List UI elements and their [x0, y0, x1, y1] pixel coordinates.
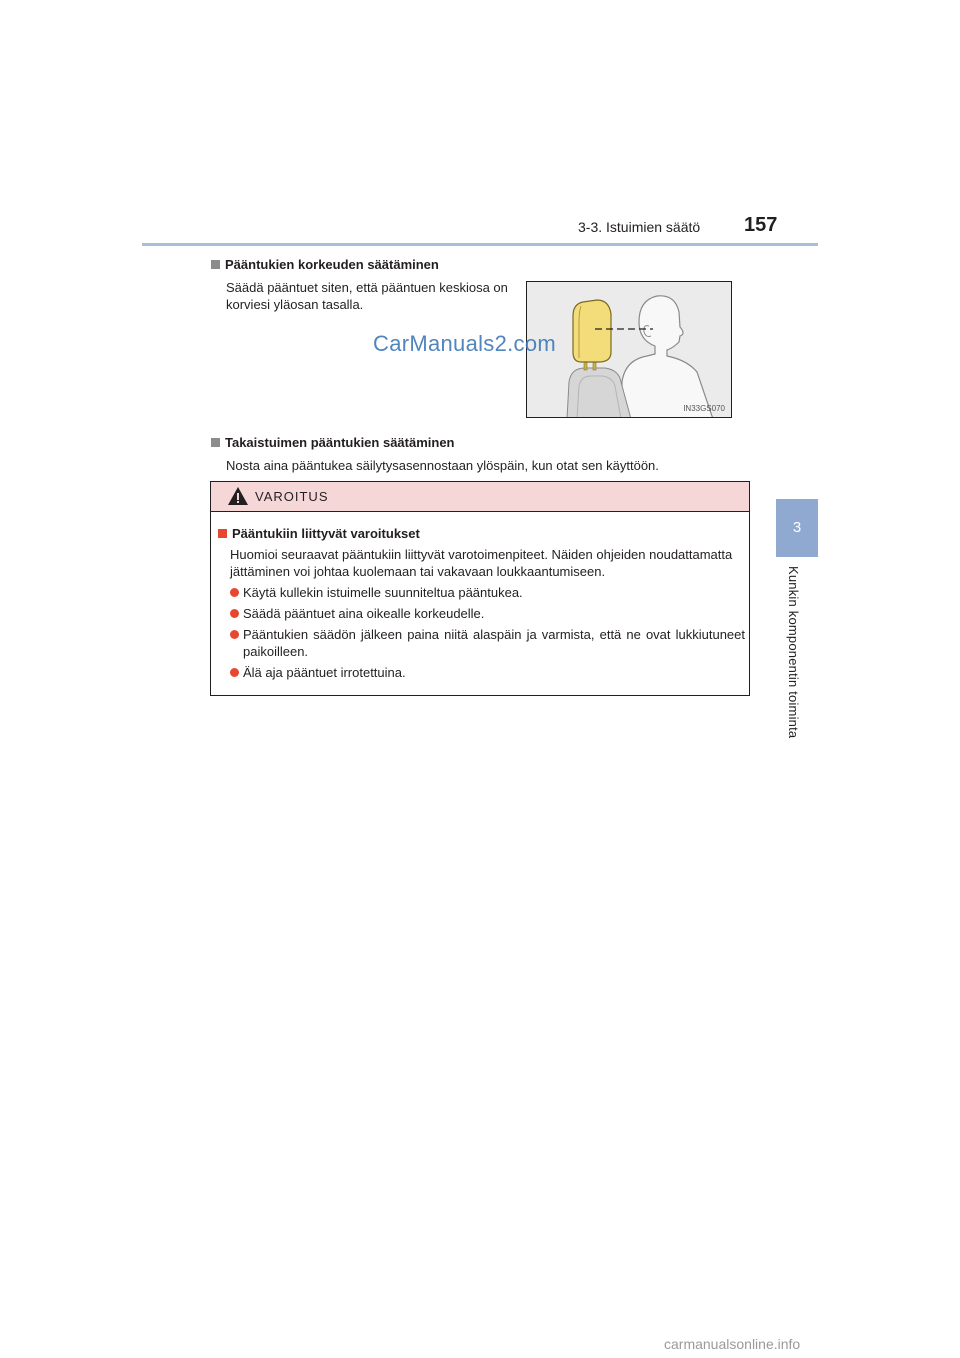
chapter-title: Kunkin komponentin toiminta	[786, 566, 801, 739]
text-line: korviesi yläosan tasalla.	[226, 297, 364, 312]
square-bullet-icon	[218, 529, 227, 538]
text-line: Huomioi seuraavat pääntukiin liittyvät varotoimenpiteet. Näiden ohjeiden noudattamatta	[230, 547, 733, 562]
watermark-text: CarManuals2.com	[373, 331, 557, 356]
red-dot-icon	[230, 668, 239, 677]
warning-header	[211, 482, 749, 512]
header-divider	[142, 243, 818, 246]
square-bullet-icon	[211, 438, 220, 447]
section-text-rear-headrest: Nosta aina pääntukea säilytysasennostaan ylöspäin, kun otat sen käyttöön.	[226, 458, 659, 473]
bullet-text: Käytä kullekin istuimelle suunniteltua pääntukea.	[243, 585, 523, 600]
section-title: 3-3. Istuimien säätö	[578, 219, 701, 235]
section-heading-text: Takaistuimen pääntukien säätäminen	[225, 435, 455, 450]
warning-bullet	[230, 605, 745, 622]
section-heading-text: Pääntukien korkeuden säätäminen	[225, 257, 439, 272]
headrest-diagram	[527, 282, 732, 418]
red-dot-icon	[230, 630, 239, 639]
figure-code: IN33GS070	[683, 404, 725, 413]
chapter-number: 3	[792, 519, 802, 536]
warning-title: VAROITUS	[255, 489, 329, 504]
section-heading-headrest-height	[211, 257, 439, 272]
headrest-illustration	[526, 281, 732, 418]
bullet-text: Pääntukien säädön jälkeen paina niitä alaspäin ja varmista, että ne ovat lukkiutuneet paikoilleen.	[243, 627, 745, 659]
footer-watermark: carmanualsonline.info	[664, 1336, 801, 1352]
warning-bullet	[230, 626, 745, 660]
warning-triangle-icon	[227, 486, 249, 506]
chapter-tab	[776, 499, 818, 557]
bullet-text: Säädä pääntuet aina oikealle korkeudelle.	[243, 606, 485, 621]
section-text-headrest-height	[226, 279, 508, 313]
text-line: Säädä pääntuet siten, että pääntuen keskiosa on	[226, 280, 508, 295]
square-bullet-icon	[211, 260, 220, 269]
red-dot-icon	[230, 588, 239, 597]
warning-bullet	[230, 664, 745, 681]
red-dot-icon	[230, 609, 239, 618]
page-number: 157	[744, 214, 778, 236]
warning-heading	[218, 526, 420, 541]
warning-bullet	[230, 584, 745, 601]
warning-intro	[230, 546, 745, 580]
bullet-text: Älä aja pääntuet irrotettuina.	[243, 665, 406, 680]
warning-heading-text: Pääntukiin liittyvät varoitukset	[232, 526, 420, 541]
warning-box	[210, 481, 750, 696]
section-heading-rear-headrest	[211, 435, 455, 450]
text-line: jättäminen voi johtaa kuolemaan tai vakavaan loukkaantumiseen.	[230, 564, 606, 579]
